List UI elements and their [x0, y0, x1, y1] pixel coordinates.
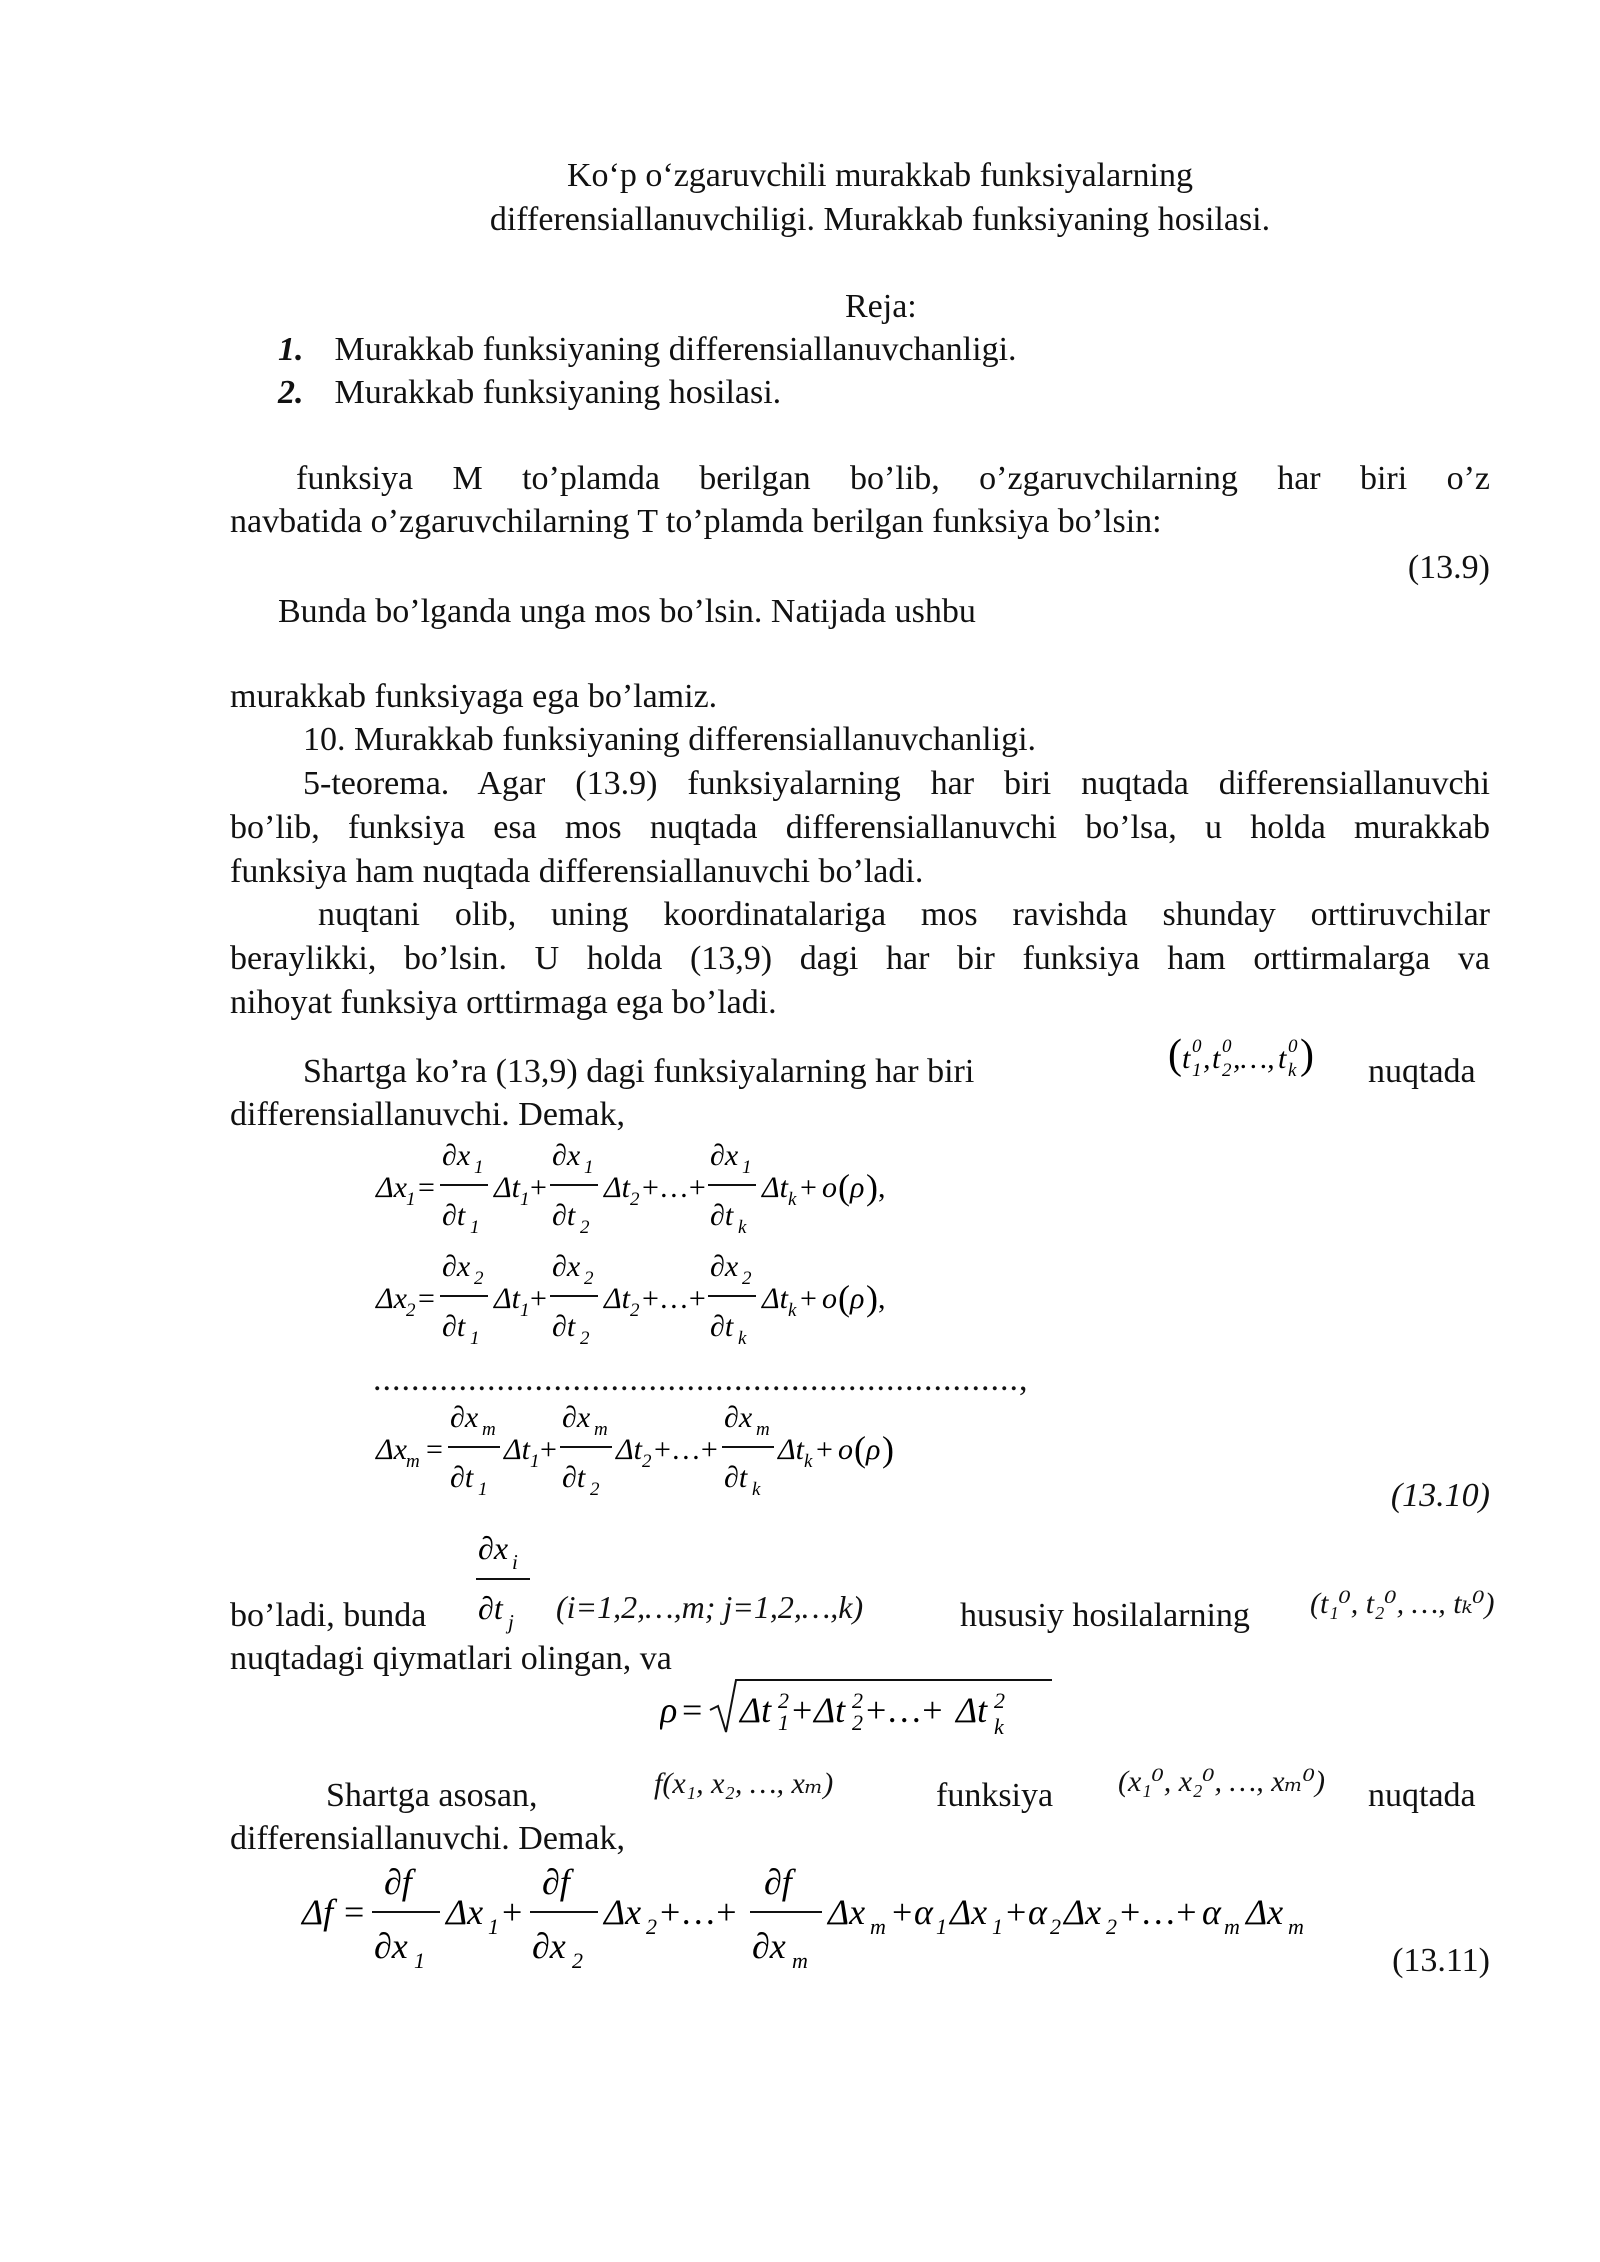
svg-text:Δt: Δt: [504, 1433, 530, 1466]
svg-text:∂x: ∂x: [442, 1139, 471, 1172]
proof-line: nihoyat funksiya orttirmaga ega bo’ladi.: [230, 984, 777, 1021]
svg-text:k: k: [788, 1189, 797, 1210]
svg-text:∂t: ∂t: [562, 1461, 586, 1494]
svg-text:(: (: [1168, 1032, 1182, 1078]
svg-text:+…+: +…+: [1120, 1892, 1197, 1932]
svg-text:∂t: ∂t: [710, 1199, 734, 1232]
paragraph-line: bo’ladi, bunda: [230, 1597, 427, 1634]
equation-number: (13.10): [1390, 1477, 1490, 1514]
svg-text:+: +: [540, 1433, 557, 1466]
svg-text:Δt: Δt: [778, 1433, 804, 1466]
equation-number: (13.11): [1392, 1942, 1490, 1979]
svg-text:,: ,: [878, 1171, 886, 1204]
svg-text:Δx: Δx: [376, 1433, 407, 1466]
paragraph-line: Shartga asosan,: [326, 1777, 538, 1814]
svg-text:∂x: ∂x: [442, 1250, 471, 1283]
function-f-formula: f(x₁, x₂, …, xₘ): [654, 1767, 834, 1800]
paragraph-line: nuqtadagi qiymatlari olingan, va: [230, 1640, 672, 1677]
paragraph-line: Bunda bo’lganda unga mos bo’lsin. Natijada ushbu: [278, 593, 976, 630]
svg-text:2: 2: [584, 1268, 594, 1289]
svg-text:2: 2: [642, 1451, 652, 1472]
paragraph-line: funksiya: [936, 1777, 1054, 1814]
svg-text:k: k: [1288, 1060, 1297, 1081]
svg-text:Δx: Δx: [446, 1892, 484, 1932]
svg-text:∂x: ∂x: [552, 1139, 581, 1172]
svg-text:Δt: Δt: [762, 1171, 788, 1204]
svg-text:∂x: ∂x: [478, 1530, 509, 1566]
svg-text:2: 2: [1222, 1060, 1232, 1081]
svg-text:α: α: [1202, 1892, 1221, 1932]
svg-text:∂x: ∂x: [562, 1401, 591, 1434]
svg-text:Δt: Δt: [604, 1171, 630, 1204]
svg-text:+…+: +…+: [866, 1690, 943, 1730]
svg-text:m: m: [1224, 1914, 1240, 1939]
svg-text:Δt: Δt: [740, 1690, 772, 1730]
svg-text:o: o: [822, 1282, 837, 1315]
svg-text:Δx: Δx: [1246, 1892, 1284, 1932]
svg-text:k: k: [804, 1451, 813, 1472]
svg-text:Δx: Δx: [1064, 1892, 1102, 1932]
index-range: (i=1,2,…,m; j=1,2,…,k): [556, 1589, 864, 1625]
svg-text:1: 1: [488, 1914, 499, 1939]
rho-formula: [660, 1670, 1060, 1750]
svg-text:1: 1: [414, 1948, 425, 1973]
svg-text:Δt: Δt: [494, 1171, 520, 1204]
equation-dxm: [370, 1397, 930, 1517]
svg-text:2: 2: [590, 1479, 600, 1500]
plan-item-2: [278, 371, 781, 414]
svg-text:=: =: [682, 1690, 703, 1730]
svg-text:1: 1: [742, 1157, 752, 1178]
svg-text:2: 2: [778, 1688, 789, 1713]
svg-text:): ): [866, 1167, 878, 1207]
svg-text:2: 2: [630, 1189, 640, 1210]
svg-text:t: t: [1182, 1042, 1191, 1075]
svg-text:1: 1: [474, 1157, 484, 1178]
svg-text:ρ: ρ: [660, 1690, 678, 1730]
svg-text:o: o: [838, 1433, 853, 1466]
theorem-line: bo’lib, funksiya esa mos nuqtada differensiallanuvchi bo’lsa, u holda murakkab: [230, 809, 1490, 846]
svg-text:1: 1: [470, 1328, 480, 1349]
point-t0-formula: [1168, 1024, 1348, 1084]
svg-text:+…+: +…+: [642, 1282, 706, 1315]
svg-text:ρ: ρ: [866, 1433, 881, 1466]
paragraph-line: nuqtada: [1368, 1777, 1476, 1814]
svg-text:m: m: [406, 1451, 420, 1472]
svg-text:1: 1: [520, 1300, 530, 1321]
svg-text:∂x: ∂x: [724, 1401, 753, 1434]
svg-text:2: 2: [1050, 1914, 1061, 1939]
svg-text:ρ: ρ: [850, 1171, 865, 1204]
svg-text:): ): [866, 1278, 878, 1318]
svg-text:1: 1: [530, 1451, 540, 1472]
svg-text:=: =: [418, 1282, 435, 1315]
svg-text:1: 1: [520, 1189, 530, 1210]
svg-text:∂f: ∂f: [384, 1862, 412, 1902]
svg-text:2: 2: [474, 1268, 484, 1289]
svg-text:k: k: [788, 1300, 797, 1321]
equation-dx2: [370, 1246, 930, 1366]
svg-text:k: k: [738, 1217, 747, 1238]
svg-text:2: 2: [852, 1710, 863, 1735]
svg-text:Δx: Δx: [376, 1171, 407, 1204]
svg-text:,: ,: [878, 1282, 886, 1315]
svg-text:∂t: ∂t: [724, 1461, 748, 1494]
paragraph-line: differensiallanuvchi. Demak,: [230, 1820, 625, 1857]
svg-text:k: k: [752, 1479, 761, 1500]
svg-text:2: 2: [646, 1914, 657, 1939]
svg-text:∂t: ∂t: [442, 1310, 466, 1343]
svg-text:∂f: ∂f: [764, 1862, 792, 1902]
svg-text:Δx: Δx: [950, 1892, 988, 1932]
svg-text:+: +: [1006, 1892, 1027, 1932]
equation-number: (13.9): [1407, 549, 1490, 586]
svg-text:2: 2: [572, 1948, 583, 1973]
svg-text:i: i: [512, 1550, 518, 1574]
section-heading: 10. Murakkab funksiyaning differensiallanuvchanligi.: [303, 721, 1037, 758]
svg-text:=: =: [418, 1171, 435, 1204]
svg-text:0: 0: [1192, 1036, 1202, 1057]
proof-line: nuqtani olib, uning koordinatalariga mos ravishda shunday orttiruvchilar: [318, 896, 1490, 933]
svg-text:+: +: [800, 1282, 817, 1315]
svg-text:(: (: [838, 1167, 850, 1207]
svg-text:2: 2: [742, 1268, 752, 1289]
svg-text:+: +: [792, 1690, 813, 1730]
svg-text:∂x: ∂x: [752, 1926, 786, 1966]
equation-df: [296, 1858, 1356, 1978]
svg-text:1: 1: [936, 1914, 947, 1939]
svg-text:+…+: +…+: [660, 1892, 737, 1932]
svg-text:Δt: Δt: [494, 1282, 520, 1315]
svg-text:∂t: ∂t: [710, 1310, 734, 1343]
svg-text:0: 0: [1222, 1036, 1232, 1057]
svg-text:=: =: [344, 1892, 365, 1932]
svg-text:m: m: [482, 1419, 496, 1440]
svg-text:k: k: [994, 1714, 1004, 1739]
svg-text:Δt: Δt: [762, 1282, 788, 1315]
plan-item-text: Murakkab funksiyaning differensiallanuvchanligi.: [334, 331, 1017, 368]
svg-text:α: α: [1028, 1892, 1047, 1932]
svg-text:+: +: [502, 1892, 523, 1932]
svg-text:Δt: Δt: [604, 1282, 630, 1315]
svg-text:∂x: ∂x: [374, 1926, 408, 1966]
proof-line: beraylikki, bo’lsin. U holda (13,9) dagi har bir funksiya ham orttirmalarga va: [230, 940, 1490, 977]
proof-line-end: nuqtada: [1368, 1053, 1476, 1090]
svg-text:,: ,: [1203, 1042, 1211, 1075]
plan-item-number: 2.: [278, 374, 304, 411]
plan-item-number: 1.: [278, 331, 304, 368]
svg-text:j: j: [508, 1610, 514, 1634]
svg-text:2: 2: [406, 1300, 416, 1321]
svg-text:∂f: ∂f: [542, 1862, 570, 1902]
svg-text:t: t: [1278, 1042, 1287, 1075]
svg-text:t: t: [1212, 1042, 1221, 1075]
page-title-line-2: differensiallanuvchiligi. Murakkab funksiyaning hosilasi.: [489, 201, 1271, 238]
svg-text:+…+: +…+: [654, 1433, 718, 1466]
svg-text:0: 0: [1288, 1036, 1298, 1057]
svg-text:m: m: [756, 1419, 770, 1440]
svg-text:m: m: [594, 1419, 608, 1440]
svg-text:∂x: ∂x: [552, 1250, 581, 1283]
paragraph-line: hususiy hosilalarning: [960, 1597, 1250, 1634]
point-x0-formula: (x₁⁰, x₂⁰, …, xₘ⁰): [1118, 1765, 1325, 1798]
svg-text:ρ: ρ: [850, 1282, 865, 1315]
svg-text:o: o: [822, 1171, 837, 1204]
equation-dx1: [370, 1135, 930, 1255]
svg-text:∂x: ∂x: [710, 1139, 739, 1172]
svg-text:m: m: [792, 1948, 808, 1973]
equation-ellipsis-row: ....................................................................,: [373, 1361, 1029, 1398]
plan-item-1: [278, 328, 1017, 371]
svg-text:Δf: Δf: [302, 1892, 334, 1932]
svg-text:∂t: ∂t: [442, 1199, 466, 1232]
theorem-line: 5-teorema. Agar (13.9) funksiyalarning har biri nuqtada differensiallanuvchi: [303, 765, 1490, 802]
svg-text:m: m: [870, 1914, 886, 1939]
svg-text:+: +: [530, 1282, 547, 1315]
svg-text:m: m: [1288, 1914, 1304, 1939]
svg-text:α: α: [914, 1892, 933, 1932]
svg-text:1: 1: [1192, 1060, 1202, 1081]
proof-line: differensiallanuvchi. Demak,: [230, 1096, 625, 1133]
theorem-line: funksiya ham nuqtada differensiallanuvchi bo’ladi.: [230, 853, 924, 890]
svg-text:∂x: ∂x: [710, 1250, 739, 1283]
svg-text:Δx: Δx: [604, 1892, 642, 1932]
svg-text:Δt: Δt: [956, 1690, 988, 1730]
svg-text:∂t: ∂t: [552, 1199, 576, 1232]
svg-text:2: 2: [994, 1688, 1005, 1713]
plan-item-text: Murakkab funksiyaning hosilasi.: [334, 374, 782, 411]
svg-text:,…,: ,…,: [1233, 1042, 1275, 1075]
svg-text:2: 2: [580, 1328, 590, 1349]
svg-text:1: 1: [470, 1217, 480, 1238]
svg-text:+…+: +…+: [642, 1171, 706, 1204]
svg-text:2: 2: [630, 1300, 640, 1321]
svg-text:1: 1: [992, 1914, 1003, 1939]
svg-text:=: =: [426, 1433, 443, 1466]
svg-text:Δx: Δx: [828, 1892, 866, 1932]
svg-text:∂x: ∂x: [532, 1926, 566, 1966]
svg-text:(: (: [854, 1429, 866, 1469]
svg-text:): ): [882, 1429, 894, 1469]
svg-text:∂t: ∂t: [450, 1461, 474, 1494]
svg-text:2: 2: [852, 1688, 863, 1713]
svg-text:k: k: [738, 1328, 747, 1349]
svg-text:2: 2: [580, 1217, 590, 1238]
svg-text:+: +: [800, 1171, 817, 1204]
svg-text:+: +: [530, 1171, 547, 1204]
svg-text:Δt: Δt: [616, 1433, 642, 1466]
svg-text:1: 1: [584, 1157, 594, 1178]
point-t0-formula: (t₁⁰, t₂⁰, …, tₖ⁰): [1310, 1587, 1495, 1620]
svg-text:1: 1: [778, 1710, 789, 1735]
svg-text:∂t: ∂t: [552, 1310, 576, 1343]
page-title-line-1: Ko‘p o‘zgaruvchili murakkab funksiyalarning: [567, 157, 1193, 194]
paragraph-line: funksiya M to’plamda berilgan bo’lib, o’zgaruvchilarning har biri o’z: [296, 460, 1490, 497]
svg-text:1: 1: [478, 1479, 488, 1500]
svg-text:Δt: Δt: [814, 1690, 846, 1730]
svg-text:∂x: ∂x: [450, 1401, 479, 1434]
svg-text:): ): [1300, 1032, 1314, 1078]
proof-line: Shartga ko’ra (13,9) dagi funksiyalarning har biri: [303, 1053, 975, 1090]
paragraph-line: navbatida o’zgaruvchilarning T to’plamda berilgan funksiya bo’lsin:: [230, 503, 1162, 540]
svg-text:2: 2: [1106, 1914, 1117, 1939]
partial-derivative-fraction: [472, 1515, 542, 1635]
svg-text:∂t: ∂t: [478, 1590, 503, 1626]
svg-text:(: (: [838, 1278, 850, 1318]
paragraph-line: murakkab funksiyaga ega bo’lamiz.: [230, 678, 718, 715]
svg-text:+: +: [892, 1892, 913, 1932]
svg-text:1: 1: [406, 1189, 416, 1210]
plan-heading: Reja:: [845, 288, 917, 325]
svg-text:Δx: Δx: [376, 1282, 407, 1315]
svg-text:+: +: [816, 1433, 833, 1466]
